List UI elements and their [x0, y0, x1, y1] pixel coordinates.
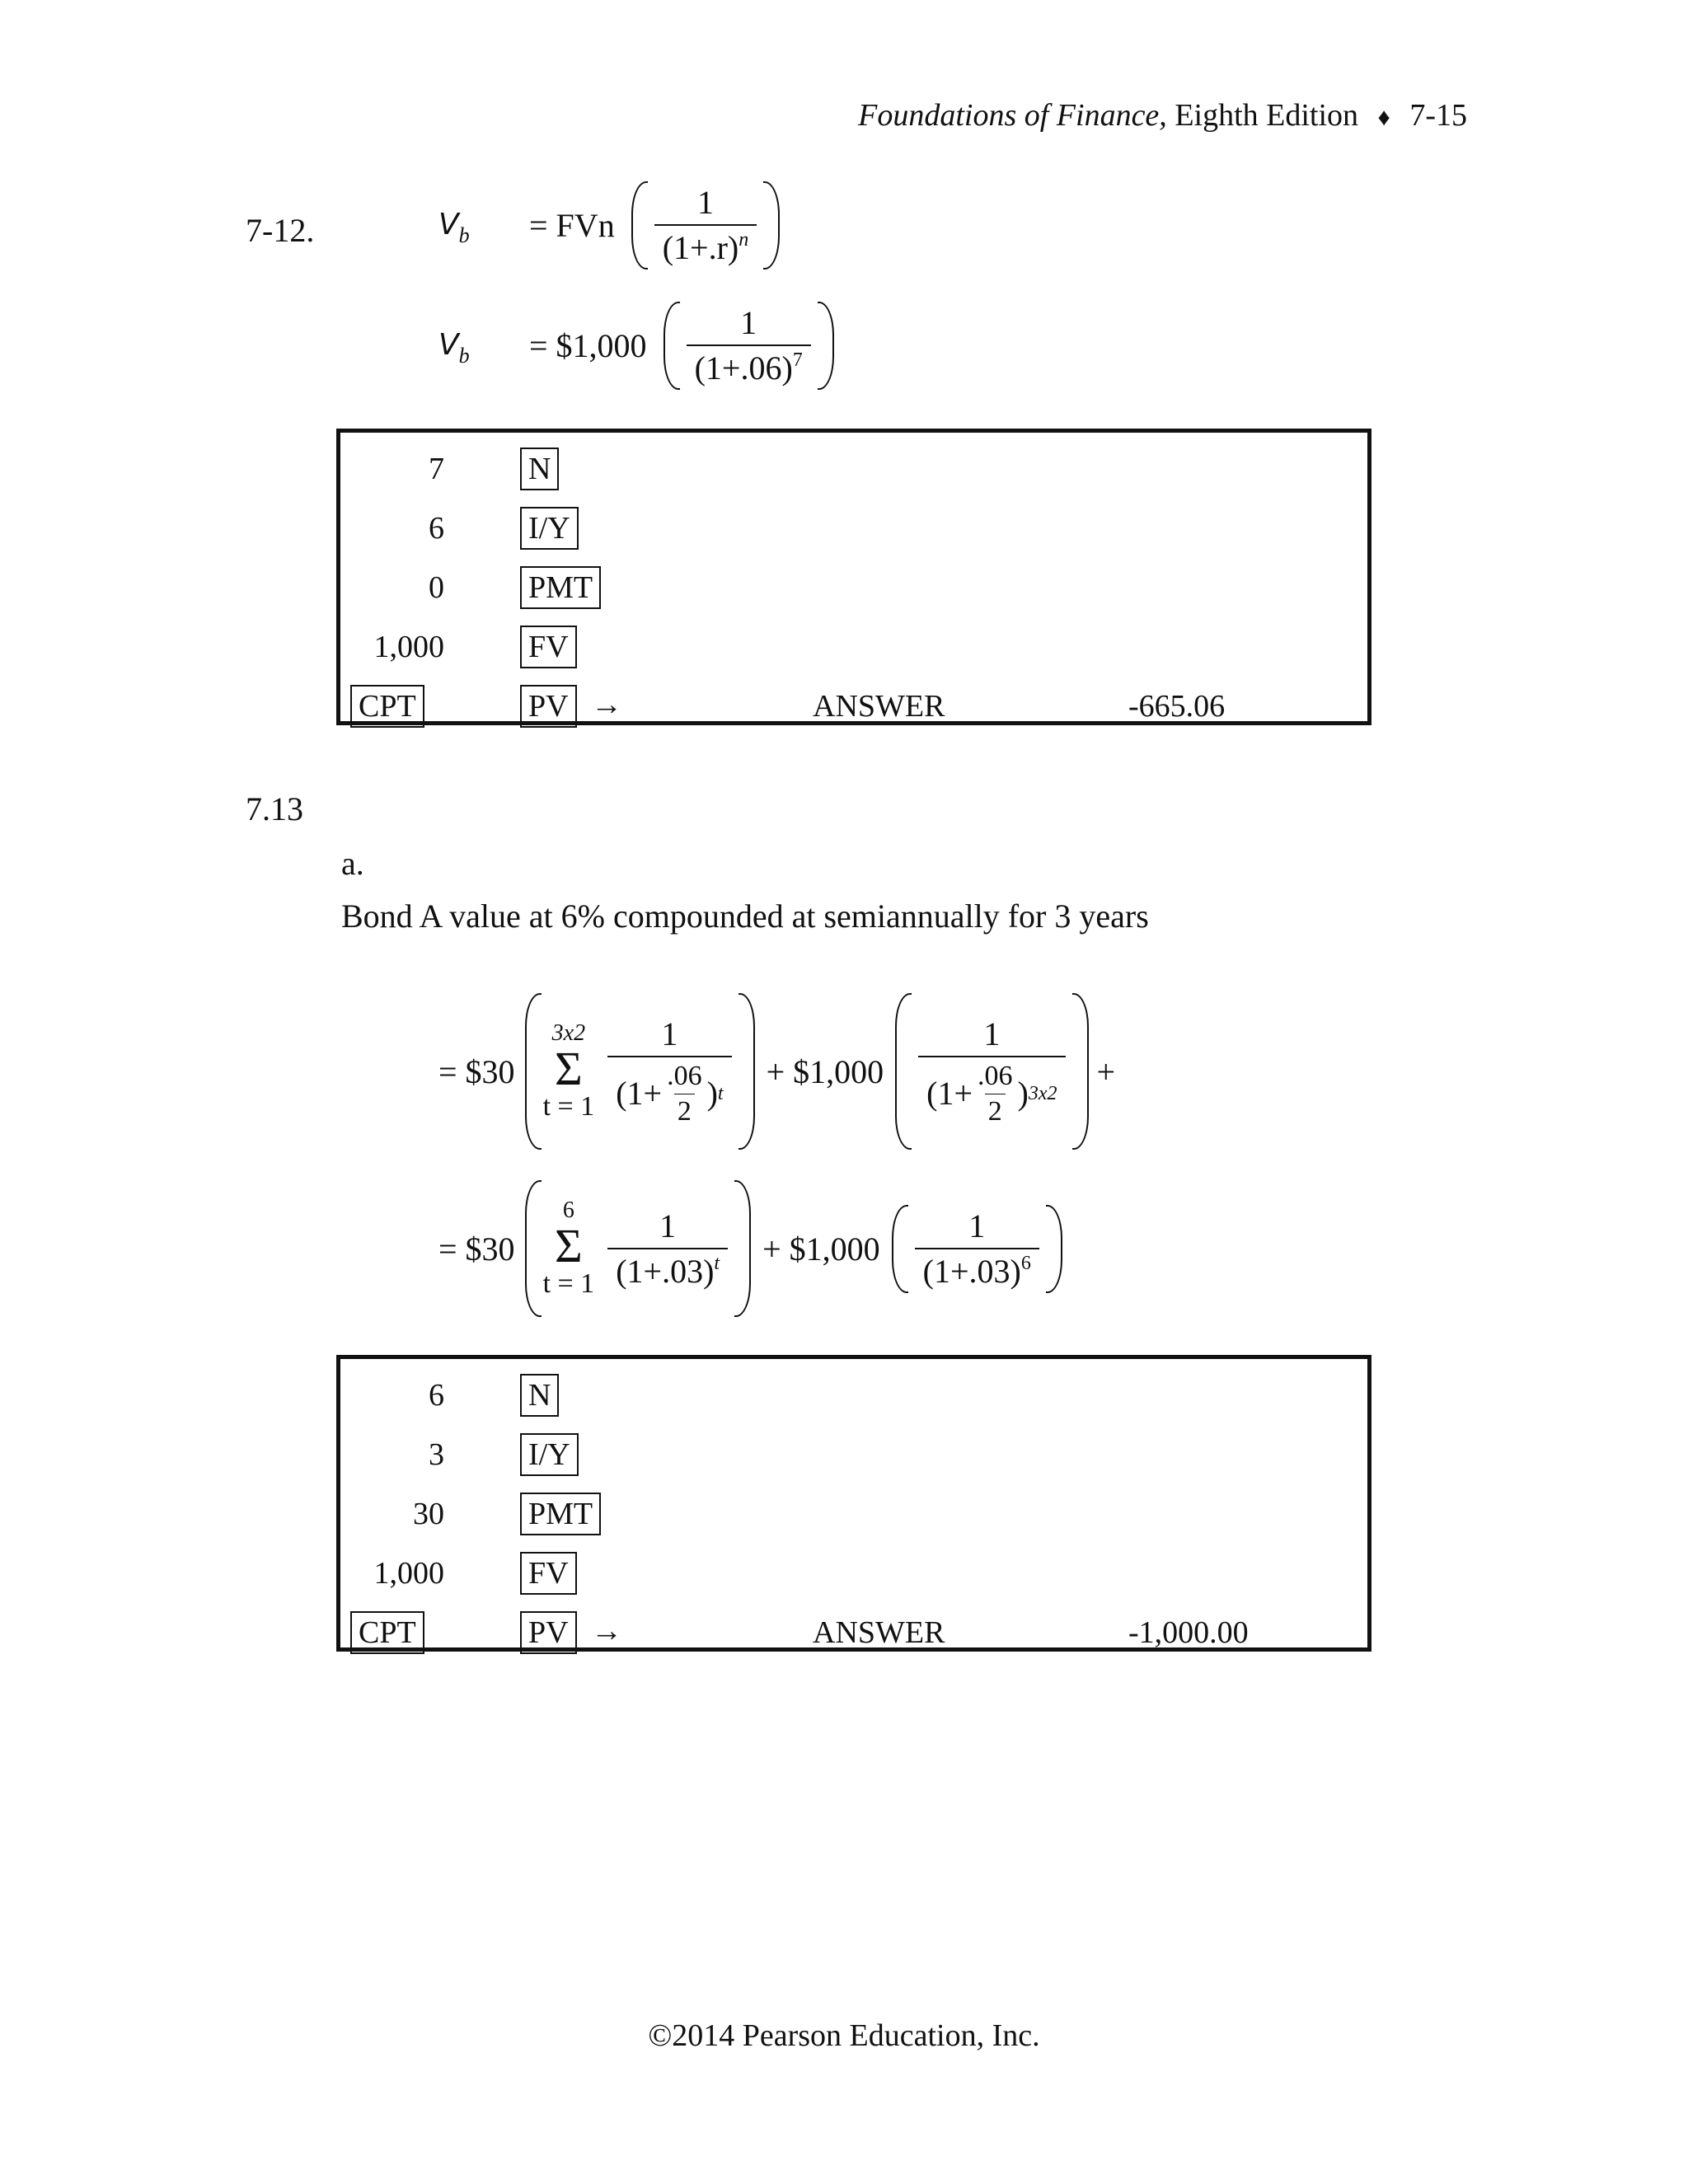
fraction-denominator [654, 224, 757, 266]
right-paren [738, 993, 755, 1150]
paren-group [525, 1180, 752, 1317]
fraction-denominator [687, 344, 811, 387]
left-paren [631, 181, 648, 269]
inner-numerator: .06 [667, 1061, 702, 1092]
fraction-denominator [918, 1056, 1065, 1127]
paren-group [631, 181, 781, 269]
equation-rhs: = FVn [529, 207, 615, 244]
calc-row [340, 626, 1367, 672]
paren-group [895, 993, 1088, 1150]
answer-label: ANSWER [813, 689, 945, 724]
inner-numerator: .06 [978, 1061, 1013, 1092]
summation [543, 1022, 595, 1121]
den-text: (1+ [926, 1075, 973, 1112]
problem-7-13-label: 7.13 [246, 790, 303, 827]
calc-input-value: 1,000 [373, 630, 444, 664]
pv-key: PV [520, 1611, 577, 1654]
calc-key: FV [520, 626, 577, 668]
exponent: 6 [1020, 1252, 1031, 1274]
cpt-key: CPT [350, 685, 424, 728]
exponent: t [714, 1252, 720, 1274]
var-sub: b [458, 343, 470, 368]
fraction-numerator: 1 [740, 304, 757, 341]
book-edition: Eighth Edition [1175, 98, 1359, 133]
fraction-numerator: 1 [659, 1207, 677, 1244]
calc-key: N [520, 1374, 559, 1417]
book-title: Foundations of Finance, [858, 98, 1167, 133]
paren-group [892, 1205, 1062, 1293]
plus-term: + $1,000 [762, 1230, 880, 1268]
exponent: 3x2 [1028, 1082, 1057, 1104]
inner-fraction [974, 1061, 1016, 1127]
calc-input-value: 6 [429, 1378, 444, 1413]
fraction [607, 1016, 731, 1127]
calc-input-value: 1,000 [373, 1556, 444, 1591]
calc-input-value: 6 [429, 511, 444, 546]
calc-row [340, 1374, 1367, 1420]
equation-7-12-1 [438, 181, 780, 269]
inner-denominator: 2 [985, 1094, 1006, 1127]
page-footer: ©2014 Pearson Education, Inc. [648, 2018, 1040, 2053]
arrow-icon: → [591, 687, 622, 722]
calc-input-value: 30 [413, 1497, 444, 1531]
inner-denominator: 2 [674, 1094, 695, 1127]
left-paren [892, 1205, 908, 1293]
calculator-box-7-12 [336, 429, 1372, 725]
calc-row-answer [340, 1611, 1367, 1657]
part-a-label: a. [341, 845, 364, 882]
calc-row [340, 566, 1367, 612]
page-number: 7-15 [1409, 98, 1467, 133]
paren-group [663, 302, 834, 390]
arrow-icon: → [591, 1614, 622, 1648]
answer-value: -1,000.00 [1128, 1615, 1249, 1650]
den-close: ) [1017, 1075, 1029, 1112]
cpt-key: CPT [350, 1611, 424, 1654]
den-text: (1+.03) [922, 1252, 1021, 1290]
value-bond-symbol [438, 324, 529, 368]
sigma-lower: t = 1 [542, 1268, 595, 1299]
fraction [607, 1208, 728, 1290]
calc-input-value: 7 [429, 452, 444, 486]
calculator-box-7-13 [336, 1355, 1372, 1652]
diamond-icon: ♦ [1377, 104, 1390, 131]
calc-key: I/Y [520, 507, 579, 550]
den-text: (1+.03) [616, 1252, 715, 1290]
right-paren [818, 302, 834, 390]
value-bond-symbol [438, 204, 529, 248]
calc-key: FV [520, 1552, 577, 1595]
answer-value: -665.06 [1128, 689, 1226, 724]
right-paren [763, 181, 780, 269]
equation-7-12-2 [438, 302, 834, 390]
right-paren [1072, 993, 1089, 1150]
equation-7-13-1 [438, 989, 1115, 1154]
fraction-numerator: 1 [968, 1207, 986, 1244]
den-text: (1+.r) [662, 229, 739, 266]
exponent: t [717, 1082, 724, 1104]
answer-label: ANSWER [813, 1615, 945, 1650]
left-paren [895, 993, 912, 1150]
page-header [858, 97, 1467, 134]
left-paren [525, 1180, 542, 1317]
equation-rhs: = $1,000 [529, 327, 647, 364]
sigma-icon: Σ [554, 1042, 583, 1095]
den-text: (1+.06) [694, 349, 793, 387]
plus-term: + $1,000 [766, 1052, 884, 1090]
fraction [915, 1208, 1039, 1290]
problem-7-12-label: 7-12. [246, 212, 315, 249]
calc-key: PMT [520, 566, 601, 609]
calc-row [340, 1433, 1367, 1479]
fraction-denominator [915, 1248, 1039, 1290]
equation-rhs: = $30 [438, 1230, 515, 1268]
calc-key: N [520, 448, 559, 490]
sigma-upper: 6 [562, 1197, 574, 1223]
calc-input-value: 3 [429, 1437, 444, 1472]
fraction [654, 185, 757, 266]
fraction-denominator [607, 1248, 728, 1290]
left-paren [525, 993, 542, 1150]
exponent: 7 [792, 349, 803, 371]
fraction [918, 1016, 1065, 1127]
calc-input-value: 0 [429, 570, 444, 605]
den-close: ) [706, 1075, 718, 1112]
right-paren [734, 1180, 751, 1317]
var-v: V [438, 207, 459, 241]
sigma-icon: Σ [554, 1219, 583, 1272]
calc-row [340, 448, 1367, 494]
equation-rhs: = $30 [438, 1052, 515, 1090]
summation [543, 1199, 595, 1298]
problem-description: Bond A value at 6% compounded at semiannually for 3 years [341, 898, 1149, 935]
calc-row [340, 1493, 1367, 1539]
inner-fraction [663, 1061, 706, 1127]
fraction-denominator [607, 1056, 731, 1127]
calc-row [340, 507, 1367, 553]
sigma-upper: 3x2 [551, 1020, 586, 1046]
exponent: n [738, 229, 749, 251]
paren-group [525, 993, 755, 1150]
calc-key: I/Y [520, 1433, 579, 1476]
left-paren [663, 302, 680, 390]
var-sub: b [458, 223, 470, 247]
trailing-plus: + [1096, 1052, 1116, 1090]
equation-7-13-2 [438, 1179, 1062, 1319]
calc-row [340, 1552, 1367, 1598]
fraction-numerator: 1 [983, 1015, 1001, 1053]
calc-key: PMT [520, 1493, 601, 1535]
fraction-numerator: 1 [661, 1015, 678, 1053]
fraction-numerator: 1 [696, 184, 714, 221]
den-text: (1+ [616, 1075, 663, 1112]
sigma-lower: t = 1 [542, 1091, 595, 1122]
fraction [687, 305, 811, 387]
calc-row-answer [340, 685, 1367, 731]
pv-key: PV [520, 685, 577, 728]
var-v: V [438, 327, 459, 362]
right-paren [1046, 1205, 1062, 1293]
